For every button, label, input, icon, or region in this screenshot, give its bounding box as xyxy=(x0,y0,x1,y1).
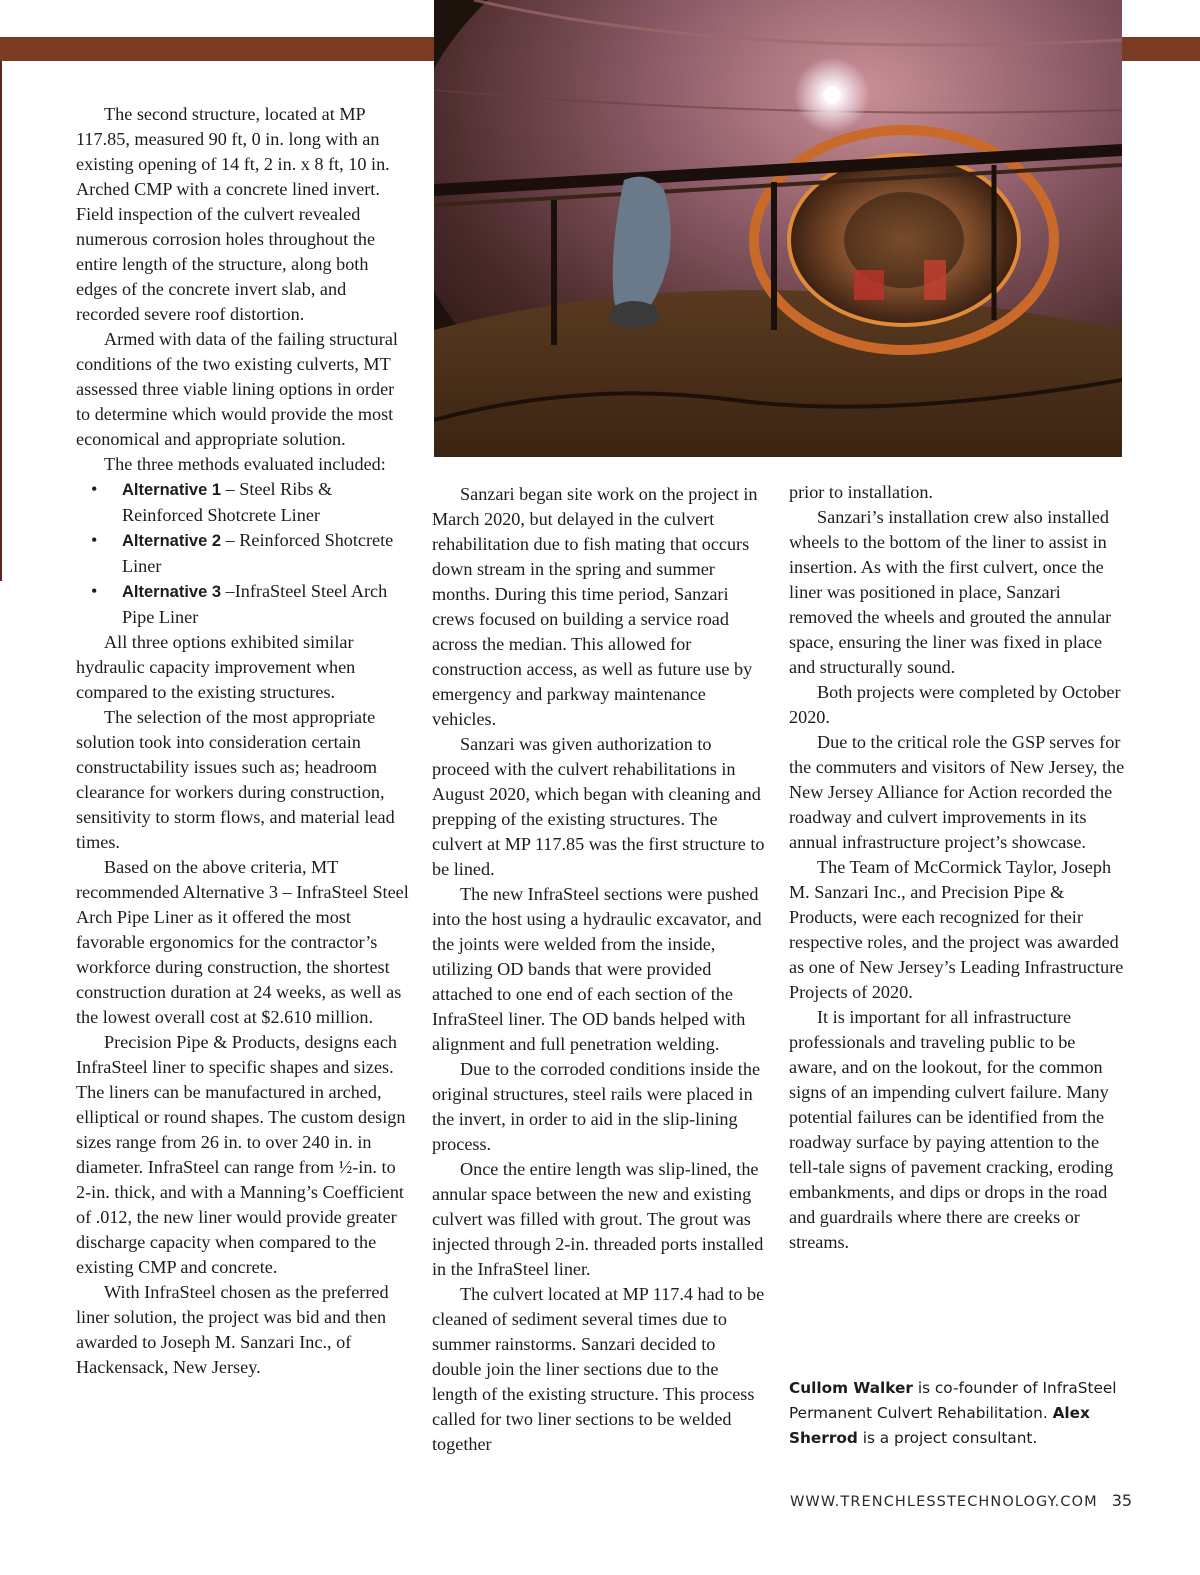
alternative-name: Alternative 1 xyxy=(122,481,222,499)
article-column-2 xyxy=(432,482,766,1457)
author-name: Cullom Walker xyxy=(789,1379,913,1397)
paragraph: Both projects were completed by October 2020. xyxy=(789,682,1121,727)
paragraph: Once the entire length was slip-lined, the annular space between the new and existing culvert was filled with grout. The grout was injected through 2-in. threaded ports installed in the InfraSteel liner. xyxy=(432,1159,764,1279)
paragraph: The selection of the most appropriate solution took into consideration certain constructability issues such as; headroom clearance for workers during construction, sensitivity to storm flows, and material lead times. xyxy=(76,707,395,852)
page-number: 35 xyxy=(1111,1491,1133,1510)
list-item xyxy=(76,579,412,630)
paragraph: Precision Pipe & Products, designs each InfraSteel liner to specific shapes and sizes. The liners can be manufactured in arched, elliptical or round shapes. The custom design sizes range from 26 in. to over 240 in. in diameter. InfraSteel can range from ½-in. to 2-in. thick, and with a Manning’s Coefficient of .012, the new liner would provide greater discharge capacity when compared to the existing CMP and concrete. xyxy=(76,1032,406,1277)
left-edge-rule xyxy=(0,61,2,581)
author-bio-text: is co-founder of InfraSteel Permanent Culvert Rehabilitation. xyxy=(789,1379,1117,1422)
paragraph: Based on the above criteria, MT recommended Alternative 3 – InfraSteel Steel Arch Pipe Liner as it offered the most favorable ergonomics for the contractor’s workforce during construction, the shortest construction duration at 24 weeks, as well as the lowest overall cost at $2.610 million. xyxy=(76,857,409,1027)
page-footer xyxy=(790,1491,1133,1510)
alternative-description: – Steel Ribs & Reinforced Shotcrete Liner xyxy=(122,479,333,525)
list-item xyxy=(76,477,412,528)
alternatives-list xyxy=(76,477,412,630)
paragraph: The culvert located at MP 117.4 had to be cleaned of sediment several times due to summer rainstorms. Sanzari decided to double join the liner sections due to the length of the existing structure. This process called for two liner sections to be welded together xyxy=(432,1284,765,1454)
paragraph: Due to the corroded conditions inside the original structures, steel rails were placed in the invert, in order to aid in the slip-lining process. xyxy=(432,1059,761,1154)
author-bio-text: is a project consultant. xyxy=(857,1429,1038,1447)
author-name: Alex Sherrod xyxy=(789,1404,1090,1447)
article-column-3 xyxy=(789,480,1125,1255)
paragraph: The new InfraSteel sections were pushed into the host using a hydraulic excavator, and the joints were welded from the inside, utilizing OD bands that were provided attached to one end of each section of the InfraSteel liner. The OD bands helped with alignment and full penetration welding. xyxy=(432,884,762,1054)
paragraph: prior to installation. xyxy=(789,482,933,502)
paragraph: The second structure, located at MP 117.85, measured 90 ft, 0 in. long with an existing opening of 14 ft, 2 in. x 8 ft, 10 in. Arched CMP with a concrete lined invert. Field inspection of the culvert revealed numerous corrosion holes throughout the entire length of the structure, along both edges of the concrete invert slab, and recorded severe roof distortion. xyxy=(76,104,390,324)
paragraph: Sanzari’s installation crew also installed wheels to the bottom of the liner to assist in insertion. As with the first culvert, once the liner was positioned in place, Sanzari removed the wheels and grouted the annular space, ensuring the liner was fixed in place and structurally sound. xyxy=(789,507,1112,677)
paragraph: The Team of McCormick Taylor, Joseph M. Sanzari Inc., and Precision Pipe & Products, were each recognized for their respective roles, and the project was awarded as one of New Jersey’s Leading Infrastructure Projects of 2020. xyxy=(789,857,1124,1002)
bullet-icon: • xyxy=(91,479,98,499)
paragraph: The three methods evaluated included: xyxy=(104,454,386,474)
paragraph: Sanzari began site work on the project in March 2020, but delayed in the culvert rehabilitation due to fish mating that occurs down stream in the spring and summer months. During this time period, Sanzari crews focused on building a service road across the median. This allowed for construction access, as well as future use by emergency and parkway maintenance vehicles. xyxy=(432,484,758,729)
paragraph: With InfraSteel chosen as the preferred liner solution, the project was bid and then awarded to Joseph M. Sanzari Inc., of Hackensack, New Jersey. xyxy=(76,1282,389,1377)
bullet-icon: • xyxy=(91,530,98,550)
author-bio xyxy=(789,1376,1129,1451)
bullet-icon: • xyxy=(91,581,98,601)
culvert-interior-photo xyxy=(434,0,1122,457)
list-item xyxy=(76,528,412,579)
header-band-left xyxy=(0,37,434,61)
paragraph: All three options exhibited similar hydraulic capacity improvement when compared to the existing structures. xyxy=(76,632,356,702)
alternative-name: Alternative 3 xyxy=(122,583,222,601)
paragraph: Sanzari was given authorization to proceed with the culvert rehabilitations in August 2020, which began with cleaning and prepping of the existing structures. The culvert at MP 117.85 was the first structure to be lined. xyxy=(432,734,765,879)
paragraph: Due to the critical role the GSP serves for the commuters and visitors of New Jersey, the New Jersey Alliance for Action recorded the roadway and culvert improvements in its annual infrastructure project’s showcase. xyxy=(789,732,1125,852)
alternative-description: –InfraSteel Steel Arch Pipe Liner xyxy=(122,581,388,627)
website-url: WWW.TRENCHLESSTECHNOLOGY.COM xyxy=(790,1494,1098,1510)
paragraph: Armed with data of the failing structural conditions of the two existing culverts, MT assessed three viable lining options in order to determine which would provide the most economical and appropriate solution. xyxy=(76,329,398,449)
article-column-1 xyxy=(76,102,412,1380)
header-band-right xyxy=(1122,37,1200,61)
alternative-description: – Reinforced Shotcrete Liner xyxy=(122,530,394,576)
paragraph: It is important for all infrastructure professionals and traveling public to be aware, and on the lookout, for the common signs of an impending culvert failure. Many potential failures can be identified from the roadway surface by paying attention to the tell-tale signs of pavement cracking, eroding embankments, and dips or drops in the road and guardrails where there are creeks or streams. xyxy=(789,1007,1114,1252)
alternative-name: Alternative 2 xyxy=(122,532,222,550)
